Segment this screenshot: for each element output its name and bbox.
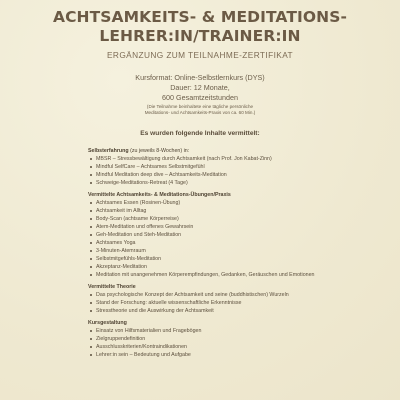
section-kursgestaltung bbox=[88, 319, 338, 359]
section-title-suffix: (zu jeweils 8-Wochen) in: bbox=[128, 148, 190, 154]
list-item: Lehrer:in sein – Bedeutung und Aufgabe bbox=[88, 351, 338, 359]
list-item: Atem-Meditation und offenes Gewahrsein bbox=[88, 223, 338, 231]
contents-list bbox=[88, 147, 338, 363]
list-item: Schweige-Meditations-Retreat (4 Tage) bbox=[88, 179, 338, 187]
section-title: Vermittelte Achtsamkeits- & Meditations-Übungen/Praxis bbox=[88, 192, 231, 198]
list-item: Mindful Meditation deep dive – Achtsamkeits-Meditation bbox=[88, 171, 338, 179]
list-item: 3-Minuten-Atemraum bbox=[88, 247, 338, 255]
practice-note-line-1: (Die Teilnahme beinhaltete eine tägliche persönliche bbox=[146, 104, 254, 109]
list-item: Akzeptanz-Meditation bbox=[88, 263, 338, 271]
list-item: Ausschlusskriterien/Kontraindikationen bbox=[88, 343, 338, 351]
section-title bbox=[88, 147, 338, 155]
list-item: Body-Scan (achtsame Körperreise) bbox=[88, 215, 338, 223]
course-format: Kursformat: Online-Selbstlernkurs (DYS) bbox=[135, 73, 265, 82]
contents-heading: Es wurden folgende Inhalte vermittelt: bbox=[140, 130, 260, 137]
list-item: Das psychologische Konzept der Achtsamkeit und seine (buddhistischen) Wurzeln bbox=[88, 291, 338, 299]
list-item: MBSR – Stressbewältigung durch Achtsamkeit (nach Prof. Jon Kabat-Zinn) bbox=[88, 155, 338, 163]
list-item: Selbstmitgefühls-Meditation bbox=[88, 255, 338, 263]
section-uebungen-praxis bbox=[88, 191, 338, 279]
list-item: Mindful SelfCare – Achtsames Selbstmitgefühl bbox=[88, 163, 338, 171]
certificate-subtitle: ERGÄNZUNG ZUM TEILNAHME-ZERTIFIKAT bbox=[107, 50, 293, 60]
list-item: Achtsames Yoga bbox=[88, 239, 338, 247]
list-item: Stresstheorie und die Auswirkung der Achtsamkeit bbox=[88, 307, 338, 315]
section-title-text: Selbsterfahrung bbox=[88, 148, 129, 154]
list-item: Achtsames Essen (Rosinen-Übung) bbox=[88, 199, 338, 207]
list-item: Meditation mit unangenehmen Körperempfindungen, Gedanken, Geräuschen und Emotionen bbox=[88, 271, 338, 279]
section-title: Vermittelte Theorie bbox=[88, 284, 136, 290]
list-item: Einsatz von Hilfsmaterialien und Fragebögen bbox=[88, 327, 338, 335]
certificate-title-line-2: LEHRER:IN/TRAINER:IN bbox=[99, 27, 301, 45]
section-selbsterfahrung bbox=[88, 147, 338, 187]
course-hours: 600 Gesamtzeitstunden bbox=[162, 93, 238, 102]
course-duration: Dauer: 12 Monate, bbox=[170, 83, 230, 92]
certificate-title-line-1: ACHTSAMKEITS- & MEDITATIONS- bbox=[52, 8, 348, 26]
section-title: Kursgestaltung bbox=[88, 320, 127, 326]
section-theorie bbox=[88, 283, 338, 315]
practice-note-line-2: Meditations- und Achtsamkeits-Praxis von ca. 60 Min.) bbox=[144, 110, 256, 115]
list-item: Achtsamkeit im Alltag bbox=[88, 207, 338, 215]
list-item: Stand der Forschung: aktuelle wissenschaftliche Erkenntnisse bbox=[88, 299, 338, 307]
list-item: Geh-Meditation und Steh-Meditation bbox=[88, 231, 338, 239]
list-item: Zielgruppendefinition bbox=[88, 335, 338, 343]
